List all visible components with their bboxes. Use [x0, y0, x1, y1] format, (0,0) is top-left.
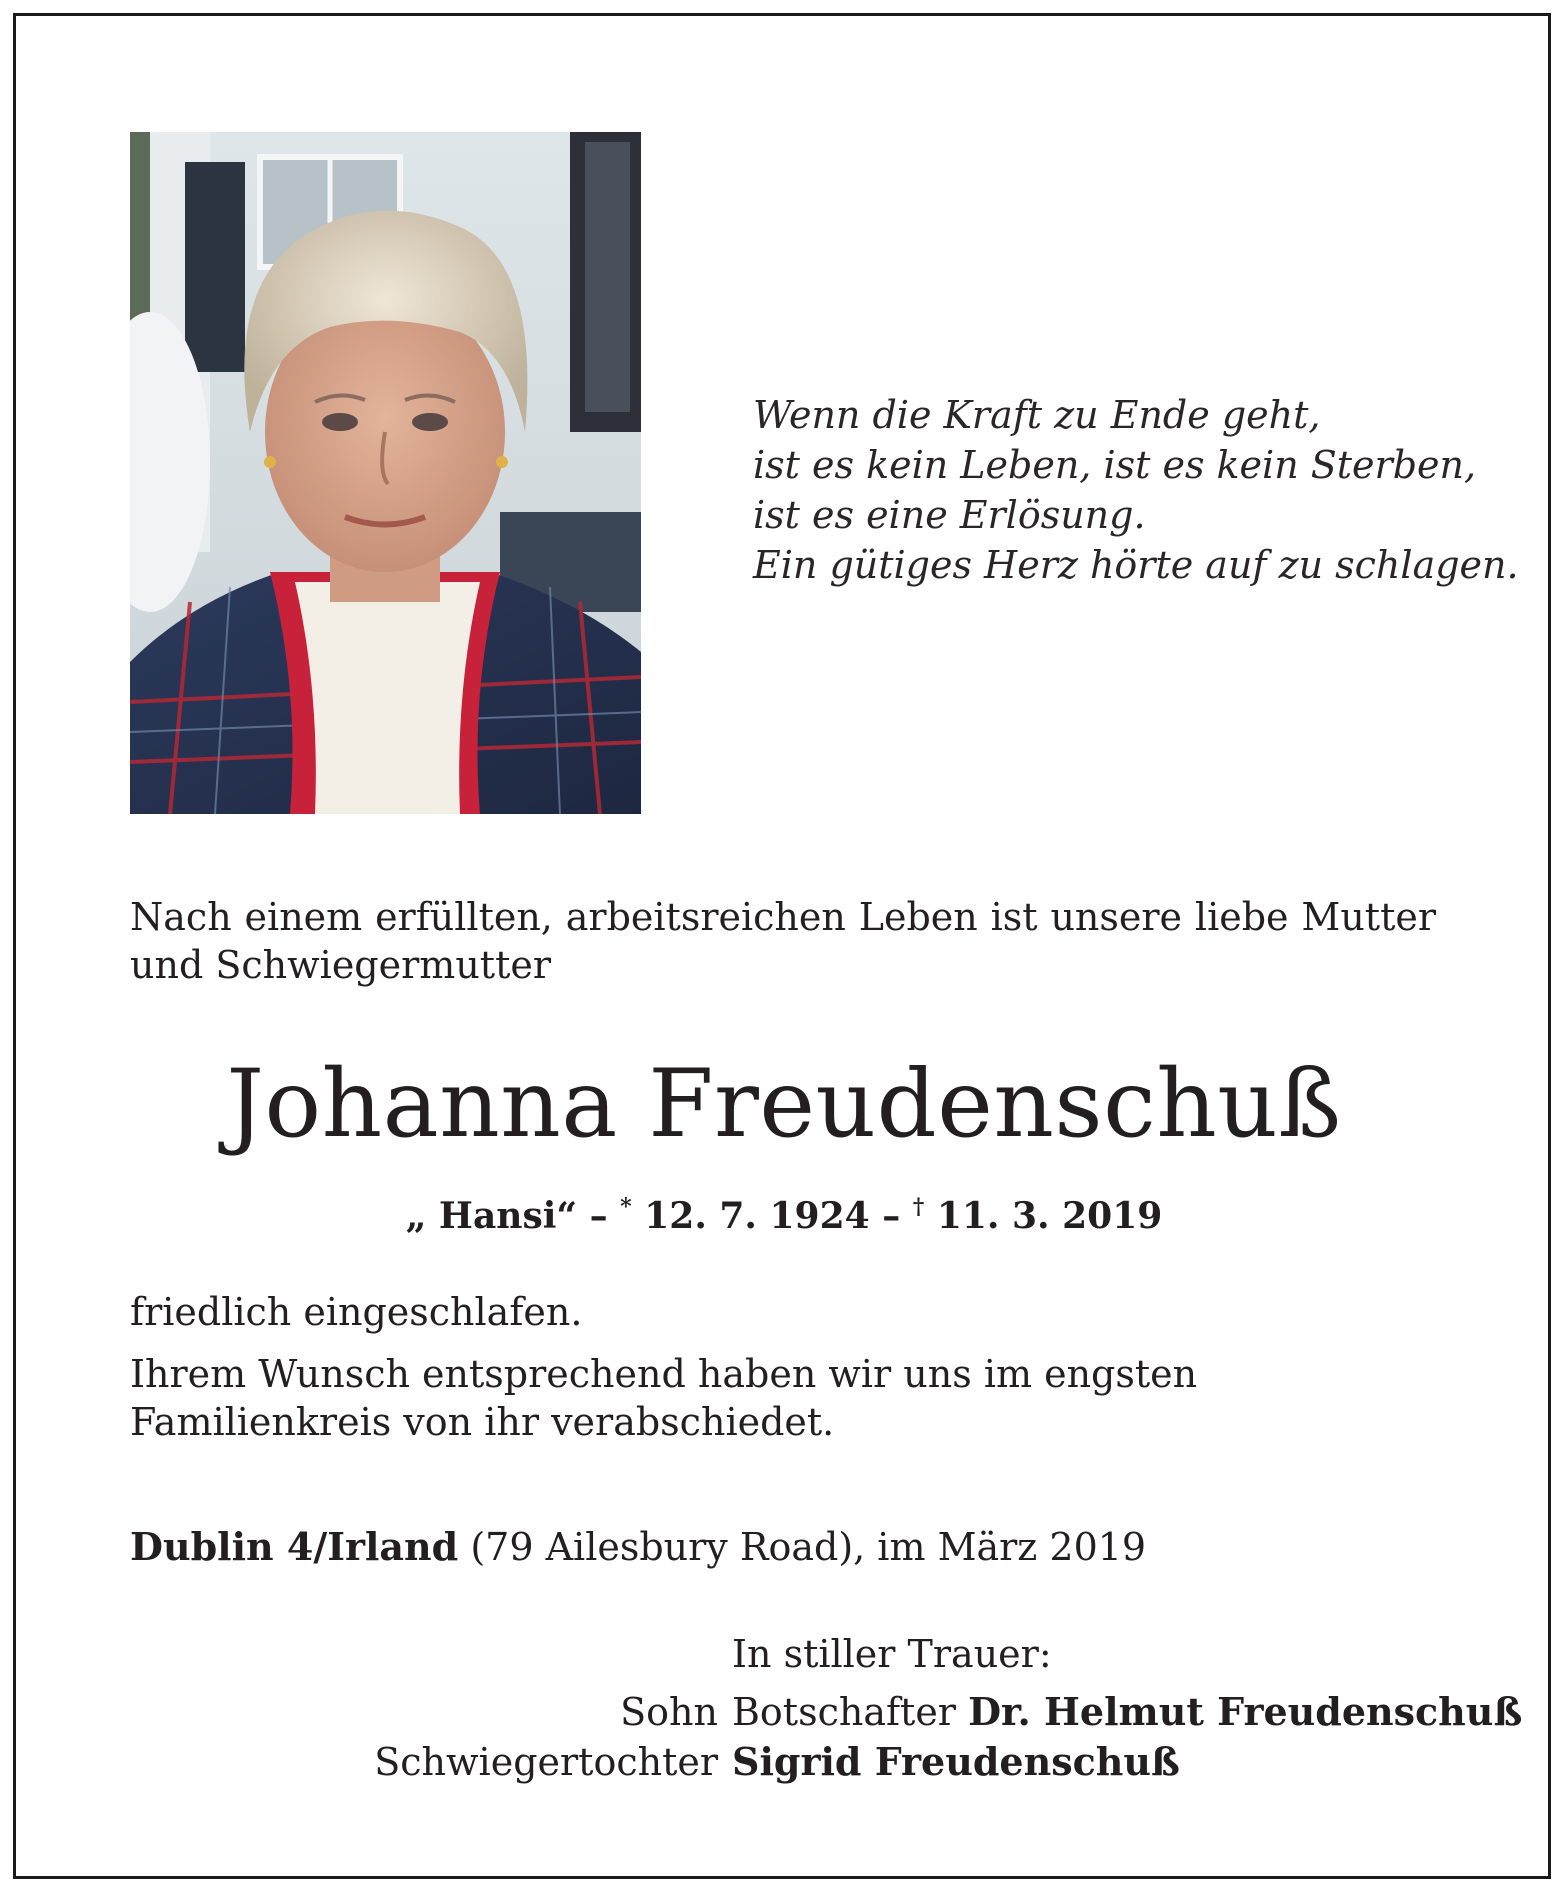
mourner-row [0, 1687, 1568, 1737]
dash: – [577, 1195, 621, 1237]
mourner-name [732, 1737, 1180, 1787]
mourner-name [732, 1687, 1522, 1737]
poem [753, 390, 1519, 590]
body-line-2: Ihrem Wunsch entsprechend haben wir uns im engsten Familienkreis von ihr verabschiedet. [130, 1352, 1198, 1444]
death-symbol: † [912, 1194, 925, 1220]
place-city: Dublin 4/Irland [130, 1524, 459, 1569]
life-dates [0, 1185, 1568, 1238]
mourner-fullname: Sigrid Freudenschuß [732, 1739, 1180, 1784]
mourner-relation: Sohn [620, 1690, 718, 1734]
poem-line: ist es eine Erlösung. [753, 493, 1146, 537]
intro-text: Nach einem erfüllten, arbeitsreichen Leben ist unsere liebe Mutter und Schwiegermutter [130, 895, 1436, 987]
mourner-row [0, 1737, 1568, 1787]
birth-symbol: * [620, 1194, 632, 1220]
mourner-relation: Schwiegertochter [374, 1740, 718, 1784]
birth-date: 12. 7. 1924 [631, 1195, 870, 1237]
nickname: „ Hansi“ [405, 1195, 578, 1237]
place-rest: (79 Ailesbury Road), im März 2019 [458, 1525, 1147, 1569]
poem-line: Wenn die Kraft zu Ende geht, [753, 393, 1321, 437]
poem-line: ist es kein Leben, ist es kein Sterben, [753, 443, 1477, 487]
place-date [130, 1523, 1146, 1571]
portrait-photo [130, 132, 641, 814]
body-line-1: friedlich eingeschlafen. [130, 1290, 583, 1334]
mourner-title: Botschafter [732, 1690, 969, 1734]
mourning-label: In stiller Trauer: [732, 1632, 1052, 1676]
deceased-name: Johanna Freudenschuß [226, 1050, 1342, 1159]
dash: – [869, 1195, 913, 1237]
poem-line: Ein gütiges Herz hörte auf zu schlagen. [753, 543, 1519, 587]
death-date: 11. 3. 2019 [924, 1195, 1163, 1237]
mourner-fullname: Dr. Helmut Freudenschuß [968, 1689, 1523, 1734]
mourners-list [0, 1687, 1568, 1787]
